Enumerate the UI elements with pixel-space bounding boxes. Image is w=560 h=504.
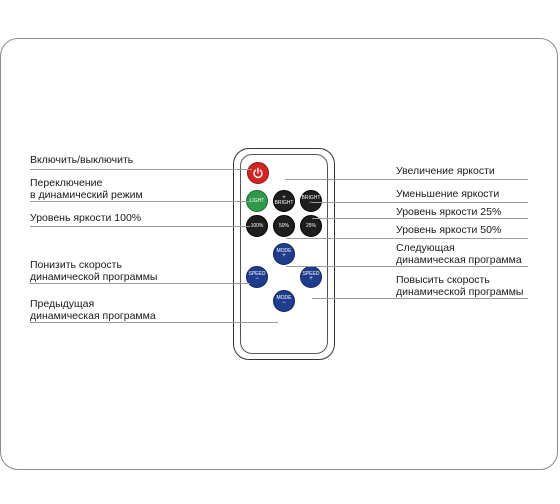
bright-up-label: BRIGHT	[274, 200, 294, 206]
label-brightness-25: Уровень яркости 25%	[396, 206, 502, 218]
leader-brightness-50	[286, 238, 528, 239]
mode-prev-button[interactable]	[273, 290, 295, 312]
mode-prev-sign: −	[282, 300, 286, 306]
power-icon	[252, 167, 264, 179]
speed-down-label: SPEED	[248, 271, 266, 277]
mode-next-button[interactable]	[273, 243, 295, 265]
leader-bright-down	[312, 202, 528, 203]
leader-brightness-25	[312, 218, 528, 219]
label-speed-down-1: Понизить скорость	[30, 259, 122, 271]
label-brightness-100: Уровень яркости 100%	[30, 212, 142, 224]
label-speed-up-2: динамической программы	[396, 286, 524, 298]
label-speed-up-1: Повысить скорость	[396, 274, 490, 286]
mode-prev-label: MODE	[276, 295, 292, 301]
leader-power	[30, 169, 252, 170]
brightness-25-label: 25%	[305, 222, 316, 229]
leader-brightness-100	[30, 226, 250, 227]
label-bright-up: Увеличение яркости	[396, 165, 495, 177]
label-next-2: динамическая программа	[396, 254, 522, 266]
label-prev-1: Предыдущая	[30, 298, 95, 310]
speed-down-button[interactable]	[246, 266, 268, 288]
light-button-label: LIGHT	[249, 197, 265, 204]
speed-down-sign: −	[255, 276, 259, 282]
label-next-1: Следующая	[396, 242, 455, 254]
leader-prev	[30, 322, 278, 323]
bright-down-label: BRIGHT	[301, 195, 321, 201]
power-button[interactable]	[247, 162, 269, 184]
leader-speed-up	[312, 298, 528, 299]
leader-speed-down	[30, 283, 250, 284]
mode-next-label: MODE	[276, 248, 292, 254]
leader-next	[286, 266, 528, 267]
speed-up-sign: +	[309, 276, 313, 282]
mode-next-sign: +	[282, 253, 286, 259]
brightness-100-label: 100%	[250, 222, 264, 229]
label-prev-2: динамическая программа	[30, 310, 156, 322]
leader-dynamic-mode	[30, 201, 250, 202]
brightness-50-label: 50%	[278, 222, 289, 229]
speed-up-button[interactable]	[300, 266, 322, 288]
label-dynamic-mode-1: Переключение	[30, 177, 103, 189]
label-brightness-50: Уровень яркости 50%	[396, 224, 502, 236]
bright-up-sign: +	[282, 195, 286, 201]
leader-bright-up	[285, 179, 528, 180]
bright-down-button[interactable]	[300, 190, 322, 212]
bright-up-button[interactable]	[273, 190, 295, 212]
speed-up-label: SPEED	[302, 271, 320, 277]
label-bright-down: Уменьшение яркости	[396, 188, 500, 200]
label-speed-down-2: динамической программы	[30, 271, 158, 283]
label-power: Включить/выключить	[30, 154, 134, 166]
bright-down-sign: −	[309, 200, 313, 206]
brightness-50-button[interactable]	[273, 215, 295, 237]
label-dynamic-mode-2: в динамический режим	[30, 189, 143, 201]
